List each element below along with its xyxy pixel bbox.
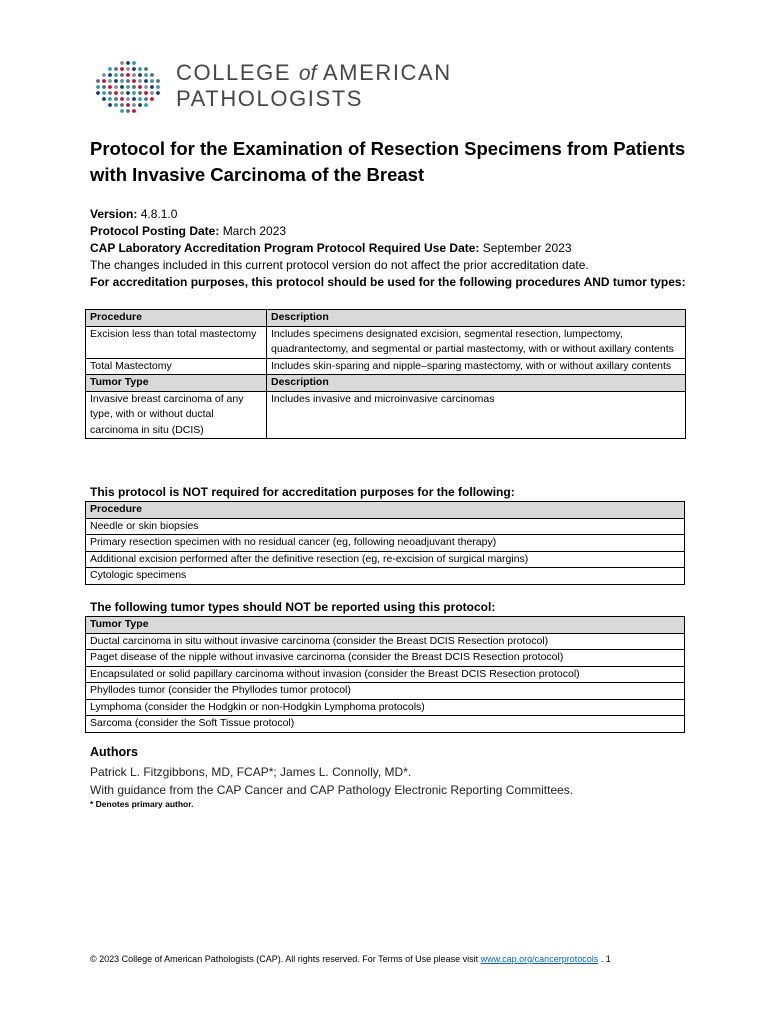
copyright-text: © 2023 College of American Pathologists (CAP). All rights reserved. For Terms of Use please visit	[90, 954, 479, 964]
logo-dot	[114, 91, 118, 95]
column-header: Tumor Type	[86, 375, 267, 392]
logo-dot	[132, 73, 136, 77]
logo-dot	[120, 79, 124, 83]
table-row	[86, 518, 685, 535]
logo-dot	[132, 91, 136, 95]
logo-dot	[120, 109, 124, 113]
logo-dot	[138, 97, 142, 101]
logo-dot	[132, 103, 136, 107]
logo-dot	[132, 97, 136, 101]
logo-dot	[126, 91, 130, 95]
authors-block	[90, 763, 573, 799]
table-cell: Paget disease of the nipple without invasive carcinoma (consider the Breast DCIS Resection protocol)	[86, 650, 685, 667]
page-number: . 1	[600, 954, 611, 964]
logo-dot	[126, 103, 130, 107]
logo-dot	[120, 67, 124, 71]
logo-dot	[138, 103, 142, 107]
cancer-protocols-link[interactable]: www.cap.org/cancerprotocols	[480, 954, 599, 964]
table-cell: Includes invasive and microinvasive carcinomas	[267, 391, 686, 439]
changes-note: The changes included in this current protocol version do not affect the prior accreditation date.	[90, 258, 589, 272]
logo-dot	[108, 67, 112, 71]
table-row	[86, 568, 685, 585]
not-required-table	[85, 501, 685, 585]
posting-date-value: March 2023	[222, 224, 287, 238]
logo-dot	[126, 61, 130, 65]
table-row	[86, 683, 685, 700]
table-row	[86, 358, 686, 375]
table-row	[86, 666, 685, 683]
logo-dot	[102, 79, 106, 83]
logo-dot	[126, 73, 130, 77]
logo-dot	[132, 79, 136, 83]
table-cell: Needle or skin biopsies	[86, 518, 685, 535]
table-row	[86, 650, 685, 667]
logo-dot	[108, 85, 112, 89]
logo-dot	[114, 73, 118, 77]
logo-dot	[132, 67, 136, 71]
logo-dot	[156, 91, 160, 95]
table-row	[86, 633, 685, 650]
logo-dot	[114, 103, 118, 107]
logo-dot	[132, 109, 136, 113]
table-cell: Invasive breast carcinoma of any type, with or without ductal carcinoma in situ (DCIS)	[86, 391, 267, 439]
table-cell: Total Mastectomy	[86, 358, 267, 375]
table-header-row	[86, 502, 685, 519]
logo-dot	[126, 109, 130, 113]
cap-logo-dots-icon	[94, 56, 164, 118]
logo-dot	[144, 97, 148, 101]
required-use-value: September 2023	[482, 241, 572, 255]
logo-dot	[156, 79, 160, 83]
logo-dot	[114, 79, 118, 83]
logo-dot	[126, 97, 130, 101]
table-row	[86, 535, 685, 552]
column-header: Description	[267, 310, 686, 327]
logo-dot	[144, 67, 148, 71]
procedures-tumor-types-table	[85, 309, 686, 439]
logo-wordmark	[176, 60, 452, 111]
author-guidance: With guidance from the CAP Cancer and CAP Pathology Electronic Reporting Committees.	[90, 783, 574, 797]
logo-dot	[102, 91, 106, 95]
logo-dot	[144, 79, 148, 83]
not-reported-heading: The following tumor types should NOT be reported using this protocol:	[90, 600, 496, 614]
table-cell: Primary resection specimen with no residual cancer (eg, following neoadjuvant therapy)	[86, 535, 685, 552]
logo-dot	[150, 91, 154, 95]
not-reported-table	[85, 616, 685, 733]
column-header: Description	[267, 375, 686, 392]
required-use-label: CAP Laboratory Accreditation Program Protocol Required Use Date:	[90, 241, 480, 255]
logo-dot	[126, 85, 130, 89]
table-row	[86, 326, 686, 358]
logo-dot	[150, 85, 154, 89]
primary-author-footnote: * Denotes primary author.	[90, 799, 194, 809]
protocol-metadata	[90, 206, 690, 291]
logo-dot	[120, 73, 124, 77]
logo-dot	[102, 73, 106, 77]
not-required-heading: This protocol is NOT required for accreditation purposes for the following:	[90, 485, 515, 499]
logo-dot	[102, 97, 106, 101]
table-row	[86, 699, 685, 716]
authors-heading: Authors	[90, 745, 138, 759]
cap-logo	[94, 56, 474, 118]
table-cell: Cytologic specimens	[86, 568, 685, 585]
logo-dot	[120, 61, 124, 65]
logo-line2: PATHOLOGISTS	[176, 86, 364, 111]
table-header-row	[86, 617, 685, 634]
table-row	[86, 551, 685, 568]
logo-dot	[108, 97, 112, 101]
author-names: Patrick L. Fitzgibbons, MD, FCAP*; James L. Connolly, MD*.	[90, 765, 412, 779]
logo-dot	[120, 91, 124, 95]
table-row	[86, 716, 685, 733]
table-cell: Lymphoma (consider the Hodgkin or non-Hodgkin Lymphoma protocols)	[86, 699, 685, 716]
table-cell: Phyllodes tumor (consider the Phyllodes tumor protocol)	[86, 683, 685, 700]
table-cell: Ductal carcinoma in situ without invasive carcinoma (consider the Breast DCIS Resection protocol)	[86, 633, 685, 650]
logo-dot	[138, 85, 142, 89]
logo-line1b: AMERICAN	[322, 60, 452, 85]
logo-dot	[150, 97, 154, 101]
logo-dot	[138, 73, 142, 77]
logo-dot	[138, 91, 142, 95]
table-row	[86, 391, 686, 439]
logo-dot	[108, 79, 112, 83]
logo-dot	[132, 85, 136, 89]
logo-dot	[114, 67, 118, 71]
logo-dot	[114, 85, 118, 89]
logo-dot	[108, 103, 112, 107]
table-cell: Sarcoma (consider the Soft Tissue protocol)	[86, 716, 685, 733]
document-title: Protocol for the Examination of Resection Specimens from Patients with Invasive Carcinoma of the Breast	[90, 138, 686, 185]
logo-dot	[96, 79, 100, 83]
logo-dot	[120, 97, 124, 101]
page-footer	[90, 954, 611, 964]
logo-dot	[102, 85, 106, 89]
logo-dot	[150, 73, 154, 77]
logo-dot	[138, 79, 142, 83]
logo-dot	[150, 79, 154, 83]
accreditation-heading: For accreditation purposes, this protocol should be used for the following procedures AND tumor types:	[90, 275, 686, 289]
version-label: Version:	[90, 207, 138, 221]
posting-date-label: Protocol Posting Date:	[90, 224, 220, 238]
logo-dot	[96, 85, 100, 89]
logo-dot	[126, 67, 130, 71]
logo-dot	[156, 85, 160, 89]
column-header: Procedure	[86, 502, 685, 519]
column-header: Tumor Type	[86, 617, 685, 634]
logo-line1: COLLEGE	[176, 60, 292, 85]
logo-dot	[108, 91, 112, 95]
logo-dot	[144, 73, 148, 77]
logo-dot	[114, 97, 118, 101]
logo-dot	[120, 85, 124, 89]
table-cell: Excision less than total mastectomy	[86, 326, 267, 358]
logo-dot	[132, 61, 136, 65]
column-header: Procedure	[86, 310, 267, 327]
version-value: 4.8.1.0	[140, 207, 178, 221]
logo-dot	[138, 67, 142, 71]
logo-dot	[120, 103, 124, 107]
table-cell: Includes skin-sparing and nipple–sparing mastectomy, with or without axillary contents	[267, 358, 686, 375]
table-cell: Includes specimens designated excision, segmental resection, lumpectomy, quadrantectomy, and segmental or partial mastectomy, with or without axillary contents	[267, 326, 686, 358]
logo-dot	[144, 85, 148, 89]
logo-dot	[96, 91, 100, 95]
logo-dot	[144, 103, 148, 107]
table-header-row	[86, 310, 686, 327]
table-cell: Encapsulated or solid papillary carcinoma without invasion (consider the Breast DCIS Resection protocol)	[86, 666, 685, 683]
logo-dot	[144, 91, 148, 95]
logo-of: of	[298, 62, 317, 85]
table-header-row	[86, 375, 686, 392]
logo-dot	[108, 73, 112, 77]
logo-dot	[126, 79, 130, 83]
table-cell: Additional excision performed after the definitive resection (eg, re-excision of surgical margins)	[86, 551, 685, 568]
